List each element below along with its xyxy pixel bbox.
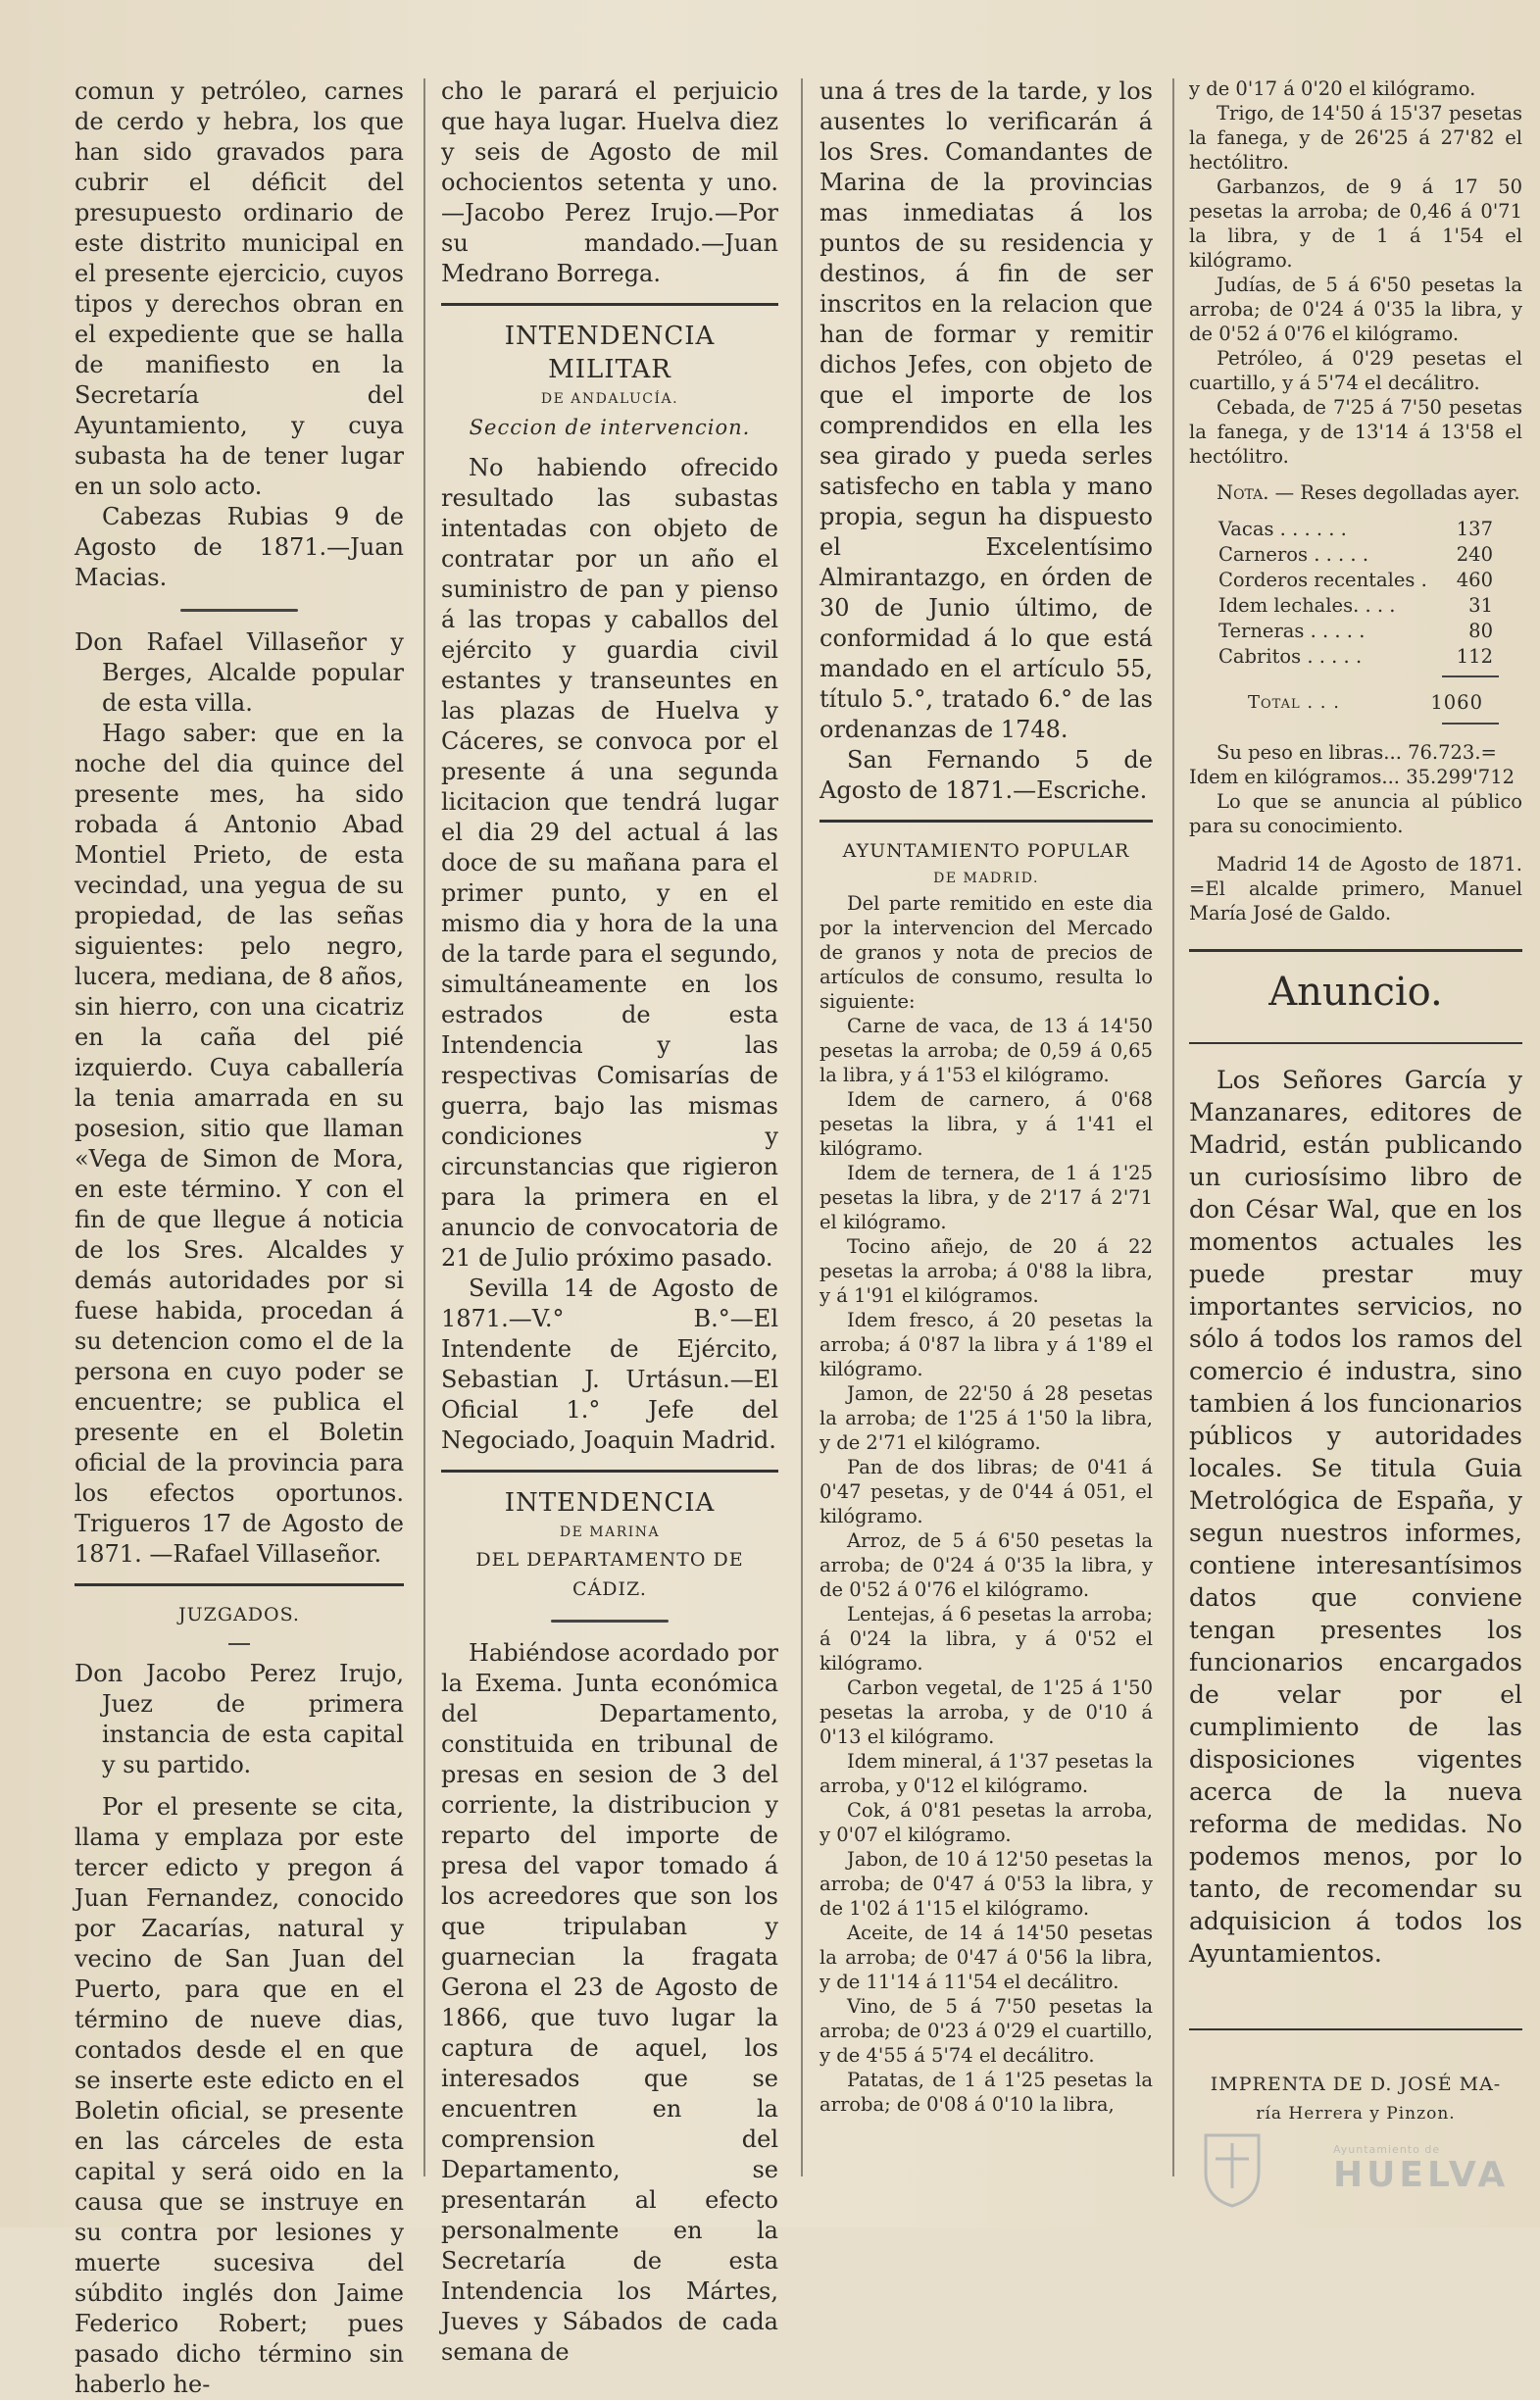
table-row	[1218, 542, 1493, 568]
price-item: Aceite, de 14 á 14'50 pesetas la arroba; de 0'47 á 0'56 la libra, y de 11'14 á 11'54 el decálitro.	[820, 1922, 1153, 1993]
section-rule	[441, 1470, 778, 1473]
section-subtitle: DE MARINA	[559, 1525, 661, 1540]
price-list-continued	[1189, 76, 1522, 505]
column-1	[75, 76, 404, 2398]
row-label: Cabritos . . . . .	[1218, 645, 1363, 668]
row-value: 240	[1456, 543, 1493, 566]
price-item: Carbon vegetal, de 1'25 á 1'50 pesetas la arroba, y de 0'10 á 0'13 el kilógramo.	[820, 1676, 1153, 1748]
paragraph-signature: Sevilla 14 de Agosto de 1871.—V.° B.°—El Intendente de Ejército, Sebastian J. Urtásun.—El Oficial 1.° Jefe del Negociado, Joaquin Madrid.	[441, 1275, 778, 1454]
total-row	[1248, 689, 1483, 717]
total-label: Total . . .	[1248, 692, 1340, 713]
section-rule	[1189, 2028, 1522, 2030]
paragraph-heading: Don Rafael Villaseñor y Berges, Alcalde popular de esta villa.	[75, 628, 404, 717]
column-3	[820, 76, 1153, 2194]
row-label: Carneros . . . . .	[1218, 543, 1369, 566]
section-title-ayuntamiento: AYUNTAMIENTO POPULAR	[842, 840, 1130, 862]
printer-line-2: ría Herrera y Pinzon.	[1256, 2104, 1456, 2124]
column-rule	[1172, 78, 1174, 2176]
price-item: Garbanzos, de 9 á 17 50 pesetas la arroba; de 0,46 á 0'71 la libra, y de 1 á 1'54 el kilógramo.	[1189, 175, 1522, 272]
anuncio-body	[1189, 1064, 1522, 1970]
row-label: Corderos recentales .	[1218, 569, 1427, 591]
price-list	[820, 891, 1153, 2117]
section-rule	[75, 1583, 404, 1586]
ornament-divider	[551, 1620, 669, 1623]
paragraph-signature: San Fernando 5 de Agosto de 1871.—Escriche.	[820, 746, 1153, 804]
watermark-big: HUELVA	[1333, 2155, 1510, 2195]
row-value: 80	[1468, 620, 1493, 642]
price-item: Patatas, de 1 á 1'25 pesetas la arroba; de 0'08 á 0'10 la libra,	[820, 2069, 1153, 2116]
paragraph: Hago saber: que en la noche del dia quince del presente mes, ha sido robada á Antonio Abad Montiel Prieto, de esta vecindad, una yegua de su propiedad, de las señas siguientes: pelo negro, lucera, mediana, de 8 años, sin hierro, con una cicatriz en la caña del pié izquierdo. Cuya caballería la tenia amarrada en su posesion, sitio que llaman «Vega de Simon de Mora, en este término. Y con el fin de que llegue á noticia de los Sres. Alcaldes y demás autoridades por si fuese habida, procedan á su detencion como el de la persona en cuyo poder se encuentre; se publica el presente en el Boletin oficial de la provincia para los efectos oportunos. Trigueros 17 de Agosto de 1871. —Rafael Villaseñor.	[75, 720, 404, 1568]
anuncio-text: Los Señores García y Manzanares, editores de Madrid, están publicando un curiosísimo libro de don César Wal, que en los momentos actuales les puede prestar muy importantes servicios, no sólo á todos los ramos del comercio é industra, sino tambien á los funcionarios públicos y autoridades locales. Se titula Guia Metrológica de España, y segun nuestros informes, contiene interesantísimos datos que conviene tengan presentes los funcionarios encargados de velar por el cumplimiento de las disposiciones vigentes acerca de la nueva reforma de medidas. No podemos menos, por lo tanto, de recomendar su adquisicion á todos los Ayuntamientos.	[1189, 1066, 1522, 1968]
sum-rule	[1442, 723, 1499, 725]
price-item: Petróleo, á 0'29 pesetas el cuartillo, y á 5'74 el decálitro.	[1189, 347, 1522, 394]
paragraph: una á tres de la tarde, y los ausentes lo verificarán á los Sres. Comandantes de Marina de la provincias mas inmediatas á los puntos de su residencia y destinos, á fin de ser inscritos en la relacion que han de formar y remitir dichos Jefes, con objeto de que el importe de los comprendidos en ella les sea girado y pueda serles satisfecho en tabla y mano propia, segun ha dispuesto el Excelentísimo Almirantazgo, en órden de 30 de Junio último, de conformidad á lo que está mandado en el artículo 55, título 5.°, tratado 6.° de las ordenanzas de 1748.	[820, 77, 1153, 743]
table-row	[1218, 619, 1493, 644]
paragraph-signature: Cabezas Rubias 9 de Agosto de 1871.—Juan Macias.	[75, 503, 404, 591]
row-label: Idem lechales. . . .	[1218, 594, 1396, 617]
section-rule	[1189, 949, 1522, 952]
nota-text: — Reses degolladas ayer.	[1274, 481, 1520, 504]
section-title-intendencia-militar: INTENDENCIA MILITAR	[504, 322, 716, 384]
paragraph: No habiendo ofrecido resultado las subastas intentadas con objeto de contratar por un año el suministro de pan y pienso á las tropas y caballos del ejército y guardia civil estantes y transeuntes en las plazas de Huelva y Cáceres, se convoca por el presente á una segunda licitacion que tendrá lugar el dia 29 del actual á las doce de su mañana para el primer punto, y en el mismo dia y hora de la una de la tarde para el segundo, simultáneamente en los estrados de esta Intendencia y las respectivas Comisarías de guerra, bajo las mismas condiciones y circunstancias que rigieron para la primera en el anuncio de convocatoria de 21 de Julio próximo pasado.	[441, 454, 778, 1272]
section-title-juzgados: JUZGADOS.	[178, 1604, 300, 1625]
price-intro: Del parte remitido en este dia por la intervencion del Mercado de granos y nota de precios de artículos de consumo, resulta lo siguiente:	[820, 892, 1153, 1013]
price-item: y de 0'17 á 0'20 el kilógramo.	[1189, 77, 1476, 100]
table-row	[1218, 517, 1493, 542]
row-value: 137	[1456, 518, 1493, 540]
row-label: Terneras . . . . .	[1218, 620, 1366, 642]
nota-line	[1189, 480, 1522, 505]
column-rule	[801, 78, 803, 2176]
table-row	[1218, 644, 1493, 670]
section-subtitle-italic: Seccion de intervencion.	[469, 416, 751, 439]
price-item: Vino, de 5 á 7'50 pesetas la arroba; de 0'23 á 0'29 el cuartillo, y de 4'55 á 5'74 el decálitro.	[820, 1995, 1153, 2067]
watermark	[1333, 2143, 1529, 2212]
signature: Madrid 14 de Agosto de 1871. =El alcalde primero, Manuel María José de Galdo.	[1189, 853, 1522, 925]
column-4	[1189, 76, 1522, 2194]
paragraph: cho le parará el perjuicio que haya lugar. Huelva diez y seis de Agosto de mil ochocientos setenta y uno.—Jacobo Perez Irujo.—Por su mandado.—Juan Medrano Borrega.	[441, 77, 778, 287]
price-item: Jamon, de 22'50 á 28 pesetas la arroba; de 1'25 á 1'50 la libra, y de 2'71 el kilógramo.	[820, 1382, 1153, 1454]
table-row	[1218, 568, 1493, 593]
total-value: 1060	[1430, 691, 1483, 714]
paragraph-heading: Don Jacobo Perez Irujo, Juez de primera instancia de esta capital y su partido.	[75, 1660, 404, 1778]
dash-divider	[228, 1643, 250, 1645]
price-item: Tocino añejo, de 20 á 22 pesetas la arroba; á 0'88 la libra, y á 1'91 el kilógramos.	[820, 1235, 1153, 1307]
cattle-table	[1218, 517, 1522, 670]
printer-line-1: IMPRENTA DE D. JOSÉ MA-	[1210, 2074, 1502, 2095]
table-row	[1218, 593, 1493, 619]
section-subtitle: DE MADRID.	[933, 871, 1039, 886]
price-item: Lentejas, á 6 pesetas la arroba; á 0'24 la libra, y á 0'52 el kilógramo.	[820, 1603, 1153, 1675]
public-notice: Lo que se anuncia al público para su conocimiento.	[1189, 790, 1522, 837]
weight-kilograms: Idem en kilógramos... 35.299'712	[1189, 766, 1515, 788]
column-2	[441, 76, 778, 2366]
paragraph: Habiéndose acordado por la Exema. Junta económica del Departamento, constituida en tribunal de presas en sesion de 3 del corriente, la distribucion y reparto del importe de presa del vapor tomado á los acreedores que son los que tripulaban y guarnecian la fragata Gerona el 23 de Agosto de 1866, que tuvo lugar la captura de aquel, los interesados que se encuentren en la comprension del Departamento, se presentarán al efecto personalmente en la Secretaría de esta Intendencia los Mártes, Jueves y Sábados de cada semana de	[441, 1639, 778, 2366]
watermark-small: Ayuntamiento de	[1333, 2143, 1441, 2156]
price-item: Carne de vaca, de 13 á 14'50 pesetas la arroba; de 0,59 á 0,65 la libra, y á 1'53 el kilógramo.	[820, 1015, 1153, 1086]
anuncio-title: Anuncio.	[1268, 970, 1443, 1015]
paragraph: Por el presente se cita, llama y emplaza por este tercer edicto y pregon á Juan Fernandez, conocido por Zacarías, natural y vecino de San Juan del Puerto, para que en el término de nueve dias, contados desde el en que se inserte este edicto en el Boletin oficial, se presente en las cárceles de esta capital y será oido en la causa que se instruye en su contra por lesiones y muerte sucesiva del súbdito inglés don Jaime Federico Robert; pues pasado dicho término sin haberlo he-	[75, 1793, 404, 2398]
paragraph: comun y petróleo, carnes de cerdo y hebra, los que han sido gravados para cubrir el déficit del presupuesto ordinario de este distrito municipal en el presente ejercicio, cuyos tipos y derechos obran en el expediente que se halla de manifiesto en la Secretaría del Ayuntamiento, y cuya subasta ha de tener lugar en un solo acto.	[75, 77, 404, 500]
price-item: Judías, de 5 á 6'50 pesetas la arroba; de 0'24 á 0'35 la libra, y de 0'52 á 0'76 el kilógramo.	[1189, 274, 1522, 345]
price-item: Arroz, de 5 á 6'50 pesetas la arroba; de 0'24 á 0'35 la libra, y de 0'52 á 0'76 el kilógramo.	[820, 1529, 1153, 1601]
section-title-intendencia-marina: INTENDENCIA	[504, 1488, 716, 1518]
price-item: Cebada, de 7'25 á 7'50 pesetas la fanega, y de 13'14 á 13'58 el hectólitro.	[1189, 396, 1522, 468]
price-item: Pan de dos libras; de 0'41 á 0'47 pesetas, y de 0'44 á 051, el kilógramo.	[820, 1456, 1153, 1527]
row-value: 460	[1456, 569, 1493, 591]
weight-summary	[1189, 740, 1522, 925]
column-rule	[423, 78, 425, 2176]
section-subtitle: DE ANDALUCÍA.	[540, 391, 679, 407]
ornament-divider	[180, 609, 298, 612]
nota-label: Nota.	[1217, 481, 1269, 504]
weight-pounds: Su peso en libras... 76.723.=	[1217, 741, 1497, 764]
price-item: Idem de carnero, á 0'68 pesetas la libra, y á 1'41 el kilógramo.	[820, 1088, 1153, 1160]
huelva-seal-icon	[1198, 2129, 1267, 2208]
price-item: Trigo, de 14'50 á 15'37 pesetas la fanega, y de 26'25 á 27'82 el hectólitro.	[1189, 102, 1522, 174]
price-item: Cok, á 0'81 pesetas la arroba, y 0'07 el kilógramo.	[820, 1799, 1153, 1846]
section-rule	[1189, 1042, 1522, 1044]
price-item: Idem de ternera, de 1 á 1'25 pesetas la libra, y de 2'17 á 2'71 el kilógramo.	[820, 1162, 1153, 1233]
row-value: 112	[1456, 645, 1493, 668]
section-rule	[820, 820, 1153, 823]
section-rule	[441, 303, 778, 306]
sum-rule	[1442, 675, 1499, 677]
price-item: Idem mineral, á 1'37 pesetas la arroba, y 0'12 el kilógramo.	[820, 1750, 1153, 1797]
section-subtitle: DEL DEPARTAMENTO DE CÁDIZ.	[475, 1549, 744, 1600]
price-item: Jabon, de 10 á 12'50 pesetas la arroba; de 0'47 á 0'53 la libra, y de 1'02 á 1'15 el kilógramo.	[820, 1848, 1153, 1920]
row-label: Vacas . . . . . .	[1218, 518, 1347, 540]
row-value: 31	[1468, 594, 1493, 617]
price-item: Idem fresco, á 20 pesetas la arroba; á 0'87 la libra y á 1'89 el kilógramo.	[820, 1309, 1153, 1380]
